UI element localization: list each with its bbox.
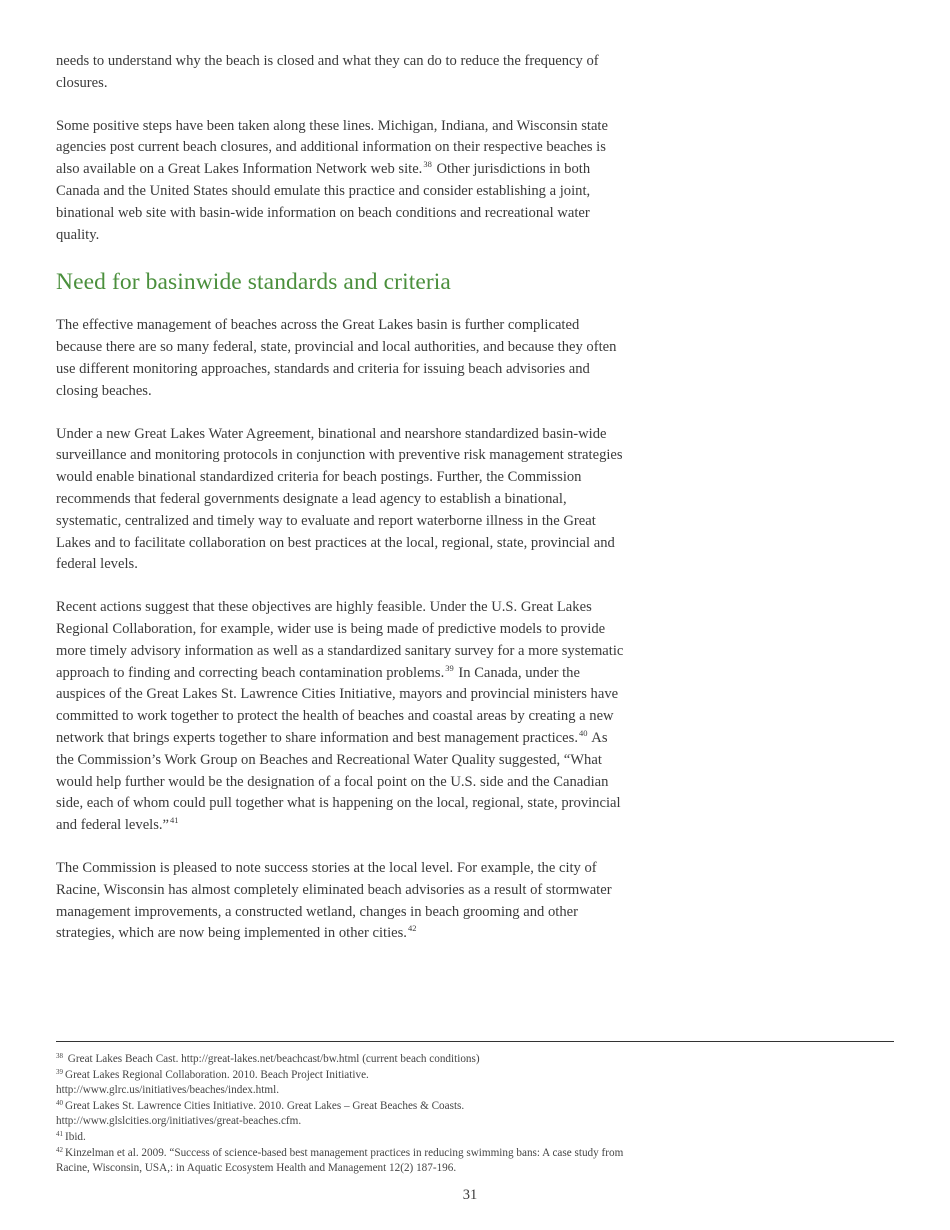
paragraph-text: The Commission is pleased to note success stories at the local level. For example, the city of Racine, Wisconsin has almost completely eliminated beach advisories as a result of stormwater management improvements, a constructed wetland, changes in beach grooming and other strategies, which are now being implemented in other cities. — [56, 859, 612, 942]
footnote-number: 42 — [56, 1145, 63, 1154]
footnote-text: Great Lakes St. Lawrence Cities Initiative. 2010. Great Lakes – Great Beaches & Coasts. — [65, 1099, 465, 1112]
footnote-text: Great Lakes Beach Cast. http://great-lakes.net/beachcast/bw.html (current beach conditions) — [65, 1053, 480, 1065]
footnote-ref-42[interactable]: 42 — [407, 923, 417, 934]
paragraph-positive-steps — [56, 116, 626, 247]
footnote-link[interactable]: http://www.glrc.us/initiatives/beaches/index.html. — [56, 1084, 279, 1097]
paragraph-text: As the Commission’s Work Group on Beaches and Recreational Water Quality suggested, “What would help further would be the designation of a focal point on the U.S. side and the Canadian side, each of whom could pull together what is happening on the local, regional, state, provincial and federal levels.” — [56, 729, 621, 834]
footnote-text: Ibid. — [65, 1130, 86, 1143]
paragraph-text: In Canada, under the auspices of the Great Lakes St. Lawrence Cities Initiative, mayors and provincial ministers have committed to work together to protect the health of beaches and coastal areas by creating a new network that brings experts together to share information and best management practices. — [56, 664, 619, 746]
footnote-text: Kinzelman et al. 2009. “Success of science-based best management practices in reducing swimming bans: A case study from Racine, Wisconsin, USA,: in Aquatic Ecosystem Health and Management 12(2) 187-196. — [56, 1146, 624, 1175]
footnote-40-url[interactable] — [56, 1114, 656, 1130]
paragraph-recent-actions — [56, 597, 626, 837]
paragraph-text: Other jurisdictions in both Canada and the United States should emulate this practice and consider establishing a joint, binational web site with basin-wide information on beach conditions and recreational water quality. — [56, 161, 591, 243]
footnote-40 — [56, 1099, 656, 1115]
footnote-38 — [56, 1052, 656, 1068]
footnote-number: 38 — [56, 1052, 63, 1060]
footnote-41 — [56, 1130, 656, 1146]
footnote-ref-38[interactable]: 38 — [423, 159, 432, 170]
footnote-text: Great Lakes Regional Collaboration. 2010. Beach Project Initiative. — [65, 1068, 369, 1081]
footnote-39 — [56, 1068, 656, 1084]
footnote-39-url[interactable] — [56, 1083, 656, 1099]
footnote-divider — [56, 1041, 894, 1042]
main-column — [56, 51, 626, 966]
paragraph-text: The effective management of beaches across the Great Lakes basin is further complicated because there are so many federal, state, provincial and local authorities, and because they often use different monitoring approaches, standards and criteria for issuing beach advisories and closing beaches. — [56, 317, 617, 399]
paragraph-text: Some positive steps have been taken along these lines. Michigan, Indiana, and Wisconsin state agencies post current beach closures, and additional information on their respective beaches is also available on a Great Lakes Information Network web site. — [56, 117, 608, 178]
paragraph-water-agreement — [56, 424, 626, 577]
paragraph-success-stories — [56, 858, 626, 945]
footnote-number: 39 — [56, 1067, 63, 1076]
footnote-ref-40[interactable]: 40 — [578, 727, 588, 738]
footnote-link[interactable]: http://www.glslcities.org/initiatives/great-beaches.cfm. — [56, 1115, 302, 1128]
footnote-number: 41 — [56, 1129, 63, 1138]
page-number: 31 — [462, 1187, 478, 1203]
paragraph-text: needs to understand why the beach is closed and what they can do to reduce the frequency of closures. — [56, 53, 599, 91]
paragraph-text: Recent actions suggest that these objectives are highly feasible. Under the U.S. Great Lakes Regional Collaboration, for example, wider use is being made of predictive models to provide more timely advisory information as well as a standardized sanitary survey for a more systematic approach to finding and correcting beach contamination problems. — [56, 599, 624, 681]
footnote-42 — [56, 1146, 656, 1177]
footnote-number: 40 — [56, 1098, 63, 1107]
paragraph-effective-management — [56, 315, 626, 402]
footnote-ref-41[interactable]: 41 — [170, 815, 179, 826]
section-heading: Need for basinwide standards and criteria — [56, 269, 451, 296]
footnotes — [56, 1052, 656, 1177]
footnote-ref-39[interactable]: 39 — [445, 662, 454, 673]
paragraph-closures — [56, 51, 626, 95]
paragraph-text: Under a new Great Lakes Water Agreement, binational and nearshore standardized basin-wide surveillance and monitoring protocols in conjunction with preventive risk management strategies would enable binational standardized criteria for beach postings. Further, the Commission recommends that federal governments designate a lead agency to establish a binational, systematic, centralized and timely way to evaluate and report waterborne illness in the Great Lakes and to facilitate collaboration on best practices at the local, regional, state, provincial and federal levels. — [56, 425, 623, 573]
